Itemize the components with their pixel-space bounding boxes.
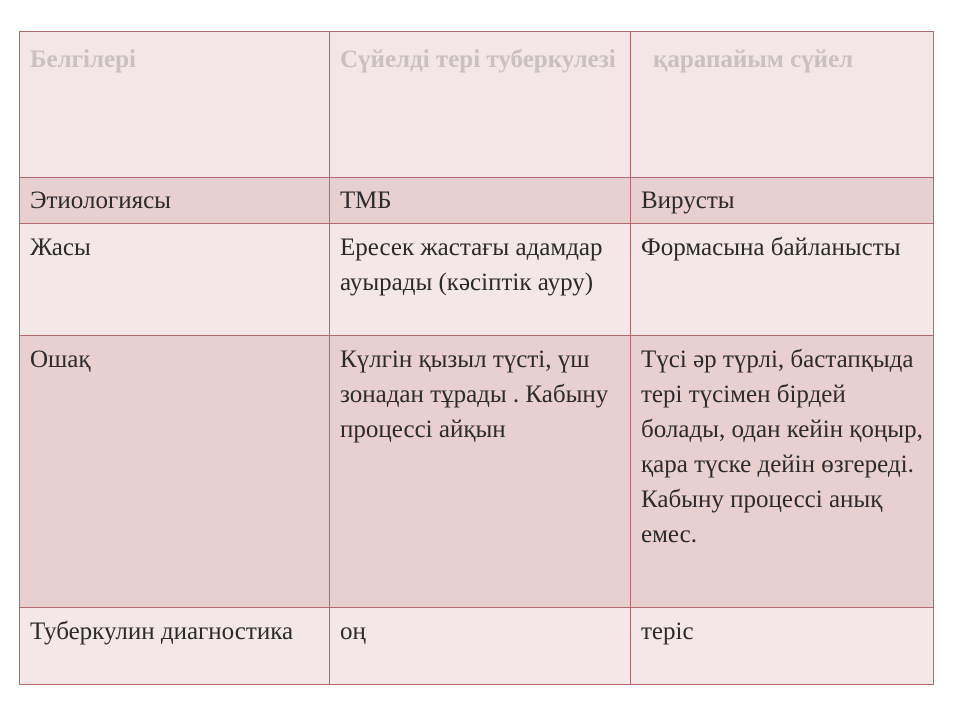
- table-row: [20, 178, 934, 224]
- table-row: [20, 336, 934, 608]
- row-label-tuberculin: Туберкулин диагностика: [20, 608, 330, 685]
- cell-etiology-wart: Вирусты: [631, 178, 934, 224]
- table-header-row: [20, 32, 934, 178]
- table-row: [20, 224, 934, 336]
- cell-tuberculin-wart: теріс: [631, 608, 934, 685]
- table-row: [20, 608, 934, 685]
- header-cell-verrucous-tuberculosis: Сүйелді тері туберкулезі: [330, 32, 631, 178]
- row-label-etiology: Этиологиясы: [20, 178, 330, 224]
- row-label-age: Жасы: [20, 224, 330, 336]
- comparison-table: [19, 31, 934, 685]
- cell-age-wart: Формасына байланысты: [631, 224, 934, 336]
- row-label-focus: Ошақ: [20, 336, 330, 608]
- header-cell-features: Белгілері: [20, 32, 330, 178]
- cell-focus-tuberculosis: Күлгін қызыл түсті, үш зонадан тұрады . Кабыну процессі айқын: [330, 336, 631, 608]
- cell-age-tuberculosis: Ересек жастағы адамдар ауырады (кәсіптік ауру): [330, 224, 631, 336]
- cell-etiology-tuberculosis: ТМБ: [330, 178, 631, 224]
- cell-tuberculin-tuberculosis: оң: [330, 608, 631, 685]
- header-cell-common-wart: қарапайым сүйел: [631, 32, 934, 178]
- cell-focus-wart: Түсі әр түрлі, бастапқыда тері түсімен бірдей болады, одан кейін қоңыр, қара түске дейін өзгереді. Кабыну процессі анық емес.: [631, 336, 934, 608]
